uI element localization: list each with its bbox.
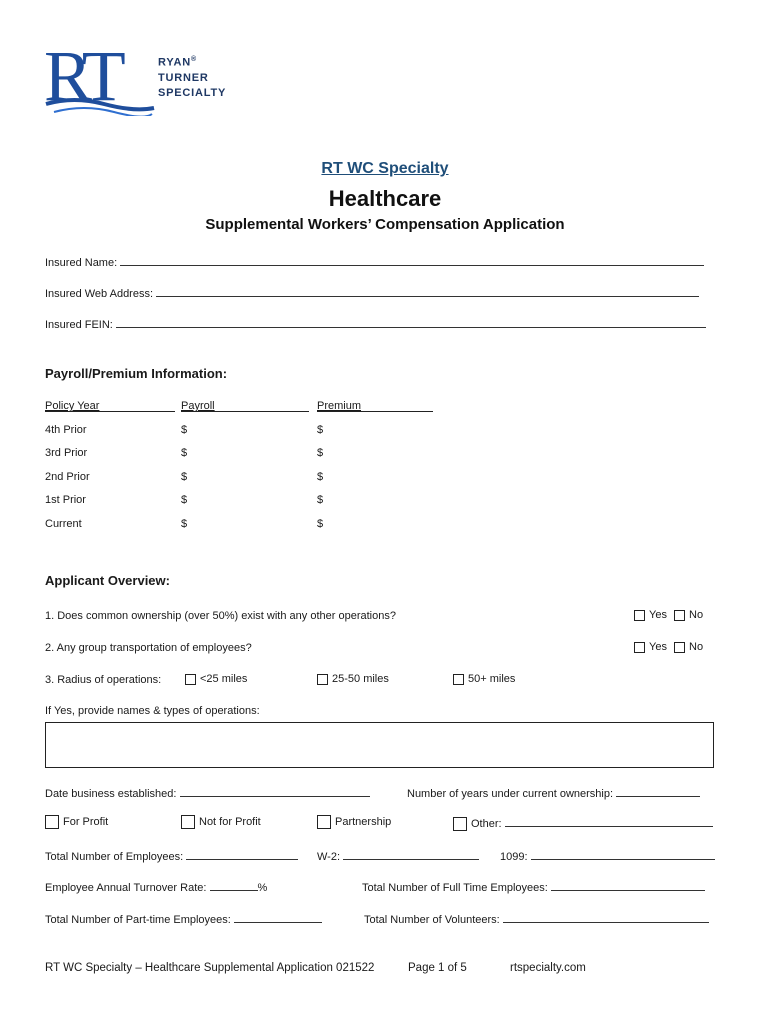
full-time-field[interactable]	[551, 879, 705, 891]
logo-letters: RT	[44, 42, 120, 116]
other-checkbox[interactable]	[453, 817, 467, 831]
volunteers-label: Total Number of Volunteers:	[364, 914, 500, 926]
n1099-label: 1099:	[500, 851, 528, 863]
radius-option-3	[453, 673, 515, 685]
other-field[interactable]	[505, 815, 713, 827]
insured-web-row	[45, 285, 699, 300]
payroll-row-premium[interactable]: $	[317, 447, 324, 459]
partnership-label: Partnership	[335, 815, 392, 828]
footer-doc-id: RT WC Specialty – Healthcare Supplemental Application 021522	[45, 962, 375, 974]
radius-25-50-checkbox[interactable]	[317, 674, 328, 685]
q1-no-checkbox[interactable]	[674, 610, 685, 621]
insured-name-field[interactable]	[120, 254, 704, 266]
entity-for-profit	[45, 815, 108, 829]
question-1: 1. Does common ownership (over 50%) exist with any other operations?	[45, 610, 396, 622]
partnership-checkbox[interactable]	[317, 815, 331, 829]
radius-option-2	[317, 673, 389, 685]
radius-lt25-label: <25 miles	[200, 673, 248, 685]
payroll-row-year: 2nd Prior	[45, 471, 90, 483]
col-premium: Premium	[317, 400, 362, 412]
insured-fein-row	[45, 316, 706, 331]
years-ownership-field[interactable]	[616, 785, 700, 797]
payroll-row-premium[interactable]: $	[317, 424, 324, 436]
q2-yes-checkbox[interactable]	[634, 642, 645, 653]
payroll-row-payroll[interactable]: $	[181, 518, 188, 530]
w2-label: W-2:	[317, 851, 341, 863]
col-policy-year-rule	[45, 411, 175, 412]
insured-fein-field[interactable]	[116, 316, 706, 328]
radius-50plus-checkbox[interactable]	[453, 674, 464, 685]
radius-50plus-label: 50+ miles	[468, 673, 516, 685]
question-2: 2. Any group transportation of employees?	[45, 642, 252, 654]
insured-name-row	[45, 254, 704, 269]
brand-line-2: TURNER	[158, 71, 209, 84]
insured-web-field[interactable]	[156, 285, 699, 297]
full-time-label: Total Number of Full Time Employees:	[362, 882, 548, 894]
rt-logo	[44, 42, 156, 116]
date-established-field[interactable]	[180, 785, 370, 797]
col-payroll-rule	[181, 411, 309, 412]
turnover-field[interactable]	[210, 879, 258, 891]
full-time-row	[362, 879, 705, 894]
radius-option-1	[185, 673, 247, 685]
entity-other	[453, 815, 713, 831]
overview-heading: Applicant Overview:	[45, 573, 170, 588]
q1-yes-checkbox[interactable]	[634, 610, 645, 621]
date-established-label: Date business established:	[45, 788, 177, 800]
turnover-label: Employee Annual Turnover Rate:	[45, 882, 207, 894]
q1-yes-label: Yes	[649, 609, 667, 621]
footer-site: rtspecialty.com	[510, 962, 586, 974]
insured-name-label: Insured Name:	[45, 257, 118, 269]
operations-textbox[interactable]	[45, 722, 714, 768]
if-yes-label: If Yes, provide names & types of operations:	[45, 705, 260, 717]
entity-partnership	[317, 815, 391, 829]
not-for-profit-checkbox[interactable]	[181, 815, 195, 829]
program-title: RT WC Specialty	[321, 160, 449, 177]
payroll-row-payroll[interactable]: $	[181, 494, 188, 506]
payroll-row-premium[interactable]: $	[317, 494, 324, 506]
payroll-row-year: Current	[45, 518, 82, 530]
col-premium-rule	[317, 411, 433, 412]
years-ownership-label: Number of years under current ownership:	[407, 788, 614, 800]
for-profit-label: For Profit	[63, 815, 109, 828]
w2-field[interactable]	[343, 848, 479, 860]
payroll-row-year: 1st Prior	[45, 494, 86, 506]
payroll-row-premium[interactable]: $	[317, 471, 324, 483]
col-policy-year: Policy Year	[45, 400, 100, 412]
total-employees-label: Total Number of Employees:	[45, 851, 184, 863]
payroll-row-year: 3rd Prior	[45, 447, 88, 459]
brand-line-3: SPECIALTY	[158, 86, 227, 99]
payroll-row-premium[interactable]: $	[317, 518, 324, 530]
total-employees-field[interactable]	[186, 848, 298, 860]
other-label: Other:	[471, 818, 502, 830]
q1-no-label: No	[689, 609, 704, 621]
not-for-profit-label: Not for Profit	[199, 815, 261, 828]
q2-no-checkbox[interactable]	[674, 642, 685, 653]
n1099-field[interactable]	[531, 848, 715, 860]
entity-not-for-profit	[181, 815, 261, 829]
volunteers-row	[364, 911, 709, 926]
form-title: Supplemental Workers’ Compensation Application	[205, 216, 565, 233]
w2-row	[317, 848, 479, 863]
footer-page: Page 1 of 5	[408, 962, 467, 974]
n1099-row	[500, 848, 715, 863]
col-payroll: Payroll	[181, 400, 215, 412]
brand-name	[158, 52, 226, 101]
question-3: 3. Radius of operations:	[45, 674, 162, 686]
volunteers-field[interactable]	[503, 911, 709, 923]
total-employees-row	[45, 848, 298, 863]
part-time-field[interactable]	[234, 911, 322, 923]
insured-web-label: Insured Web Address:	[45, 288, 154, 300]
turnover-unit: %	[257, 882, 268, 894]
brand-registered-mark: ®	[190, 56, 197, 63]
radius-25-50-label: 25-50 miles	[332, 673, 389, 685]
radius-lt25-checkbox[interactable]	[185, 674, 196, 685]
payroll-row-payroll[interactable]: $	[181, 424, 188, 436]
q2-no-label: No	[689, 641, 704, 653]
brand-line-1: RYAN	[158, 56, 191, 69]
payroll-row-year: 4th Prior	[45, 424, 87, 436]
class-title: Healthcare	[328, 186, 442, 211]
for-profit-checkbox[interactable]	[45, 815, 59, 829]
q1-options	[634, 609, 703, 621]
years-ownership-row	[407, 785, 700, 800]
payroll-row-payroll[interactable]: $	[181, 471, 188, 483]
date-established-row	[45, 785, 370, 800]
part-time-label: Total Number of Part-time Employees:	[45, 914, 231, 926]
payroll-row-payroll[interactable]: $	[181, 447, 188, 459]
part-time-row	[45, 911, 322, 926]
insured-fein-label: Insured FEIN:	[45, 319, 113, 331]
payroll-heading: Payroll/Premium Information:	[45, 366, 228, 381]
turnover-row	[45, 879, 267, 894]
q2-options	[634, 641, 703, 653]
q2-yes-label: Yes	[649, 641, 667, 653]
